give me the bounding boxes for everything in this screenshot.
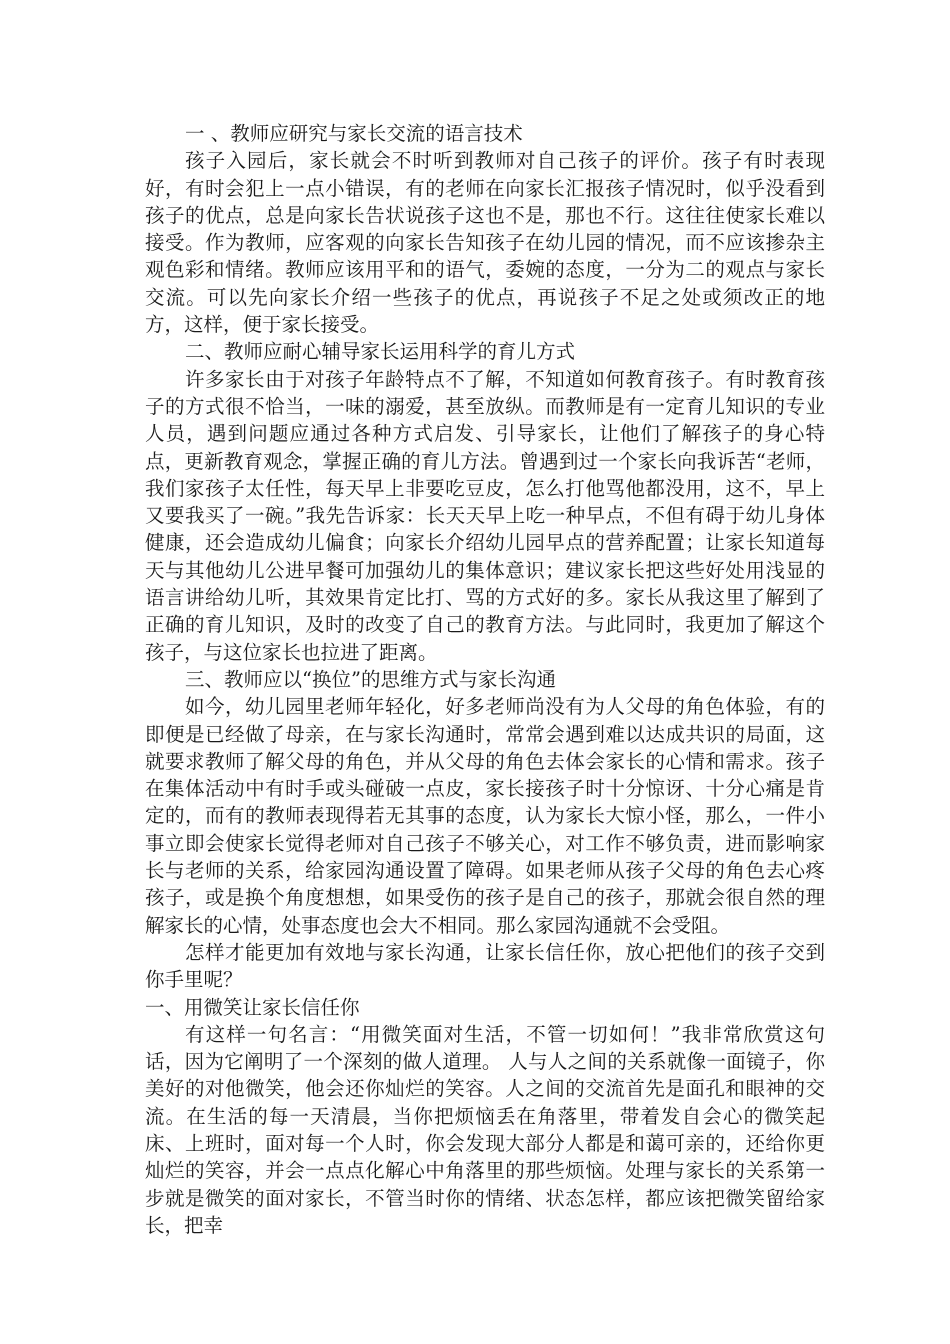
section-heading-1: 一 、教师应研究与家长交流的语言技术 [185, 122, 523, 145]
section-heading-3: 三、教师应以“换位”的思维方式与家长沟通 [185, 667, 556, 691]
transition-paragraph: 怎样才能更加有效地与家长沟通，让家长信任你，放心把他们的孩子交到你手里呢？ [145, 940, 825, 992]
section-heading-4: 一、用微笑让家长信任你 [145, 995, 360, 1019]
document-page [145, 120, 825, 1239]
section-paragraph-3: 如今，幼儿园里老师年轻化，好多老师尚没有为人父母的角色体验，有的即便是已经做了母亲，在与家长沟通时，常常会遇到难以达成共识的局面，这就要求教师了解父母的角色，并从父母的角色去体会家长的心情和需求。孩子在集体活动中有时手或头碰破一点皮，家长接孩子时十分惊讶、十分心痛是肯定的，而有的教师表现得若无其事的态度，认为家长大惊小怪，那么，一件小事立即会使家长觉得老师对自己孩子不够关心，对工作不够负责，进而影响家长与老师的关系，给家园沟通设置了障碍。如果老师从孩子父母的角色去心疼孩子，或是换个角度想想，如果受伤的孩子是自己的孩子，那就会很自然的理解家长的心情，处事态度也会大不相同。那么家园沟通就不会受阻。 [145, 695, 825, 937]
section-heading-2: 二、教师应耐心辅导家长运用科学的育儿方式 [185, 340, 576, 364]
section-paragraph-1: 孩子入园后，家长就会不时听到教师对自己孩子的评价。孩子有时表现好，有时会犯上一点小错误，有的老师在向家长汇报孩子情况时，似乎没看到孩子的优点，总是向家长告状说孩子这也不是，那也不行。这往往使家长难以接受。作为教师，应客观的向家长告知孩子在幼儿园的情况，而不应该掺杂主观色彩和情绪。教师应该用平和的语气，委婉的态度，一分为二的观点与家长交流。可以先向家长介绍一些孩子的优点，再说孩子不足之处或须改正的地方，这样，便于家长接受。 [145, 149, 825, 337]
section-paragraph-2: 许多家长由于对孩子年龄特点不了解，不知道如何教育孩子。有时教育孩子的方式很不恰当，一味的溺爱，甚至放纵。而教师是有一定育儿知识的专业人员，遇到问题应通过各种方式启发、引导家长，让他们了解孩子的身心特点，更新教育观念，掌握正确的育儿方法。曾遇到过一个家长向我诉苦“老师，我们家孩子太任性，每天早上非要吃豆皮，怎么打他骂他都没用，这不，早上又要我买了一碗。”我先告诉家：长天天早上吃一种早点，不但有碍于幼儿身体健康，还会造成幼儿偏食；向家长介绍幼儿园早点的营养配置；让家长知道每天与其他幼儿公进早餐可加强幼儿的集体意识；建议家长把这些好处用浅显的语言讲给幼儿听，其效果肯定比打、骂的方式好的多。家长从我这里了解到了正确的育儿知识，及时的改变了自己的教育方法。与此同时，我更加了解这个孩子，与这位家长也拉进了距离。 [145, 367, 825, 664]
section-paragraph-4: 有这样一句名言：“用微笑面对生活，不管一切如何！”我非常欣赏这句话，因为它阐明了一个深刻的做人道理。 人与人之间的关系就像一面镜子，你美好的对他微笑，他会还你灿烂的笑容。人之间的交流首先是面孔和眼神的交流。在生活的每一天清晨，当你把烦恼丢在角落里，带着发自会心的微笑起床、上班时，面对每一个人时，你会发现大部分人都是和蔼可亲的，还给你更灿烂的笑容，并会一点点化解心中角落里的那些烦恼。处理与家长的关系第一步就是微笑的面对家长，不管当时你的情绪、状态怎样，都应该把微笑留给家长，把幸 [145, 1022, 825, 1237]
